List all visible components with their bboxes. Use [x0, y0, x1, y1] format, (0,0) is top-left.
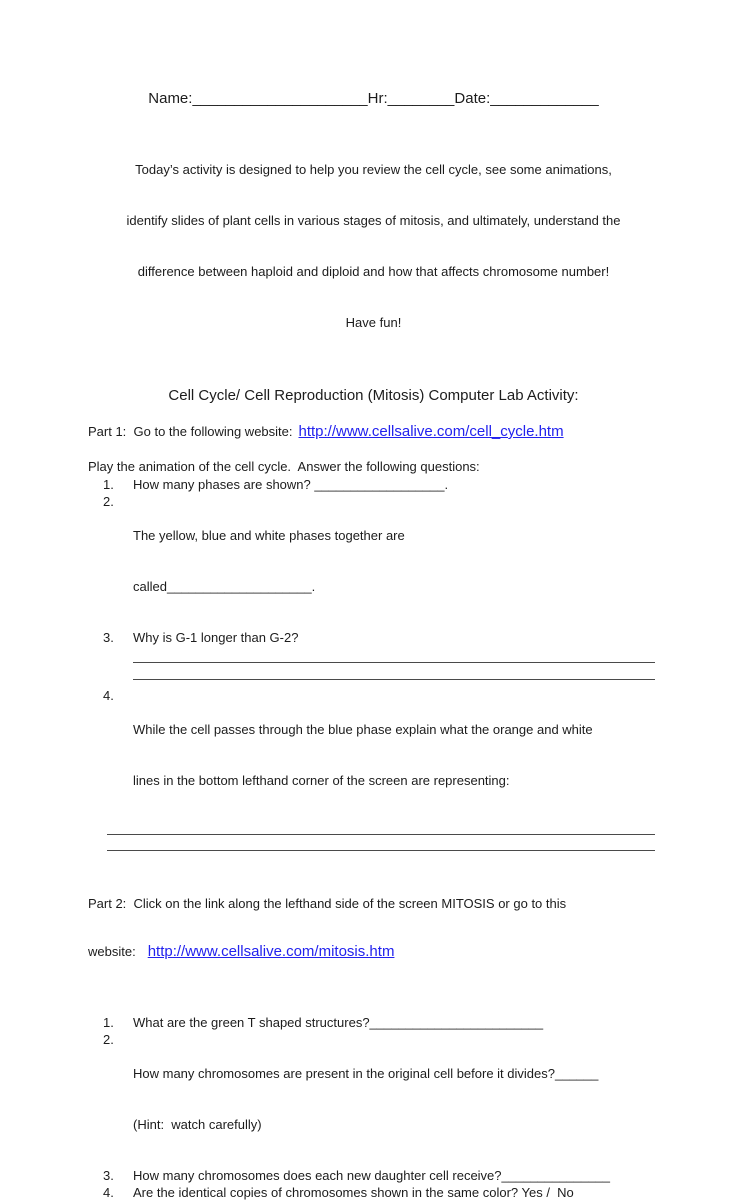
question-item: [88, 476, 659, 493]
answer-line: [107, 834, 655, 835]
question-text: Why is G-1 longer than G-2?: [133, 630, 299, 645]
question-text: What are the green T shaped structures?________________________: [133, 1015, 544, 1030]
question-number: 4.: [103, 1185, 114, 1200]
question-item: [88, 687, 659, 823]
page-title: Cell Cycle/ Cell Reproduction (Mitosis) Computer Lab Activity:: [168, 387, 579, 404]
intro-paragraph: [88, 127, 659, 365]
question-item: [88, 1167, 659, 1184]
document-content: [0, 89, 749, 1201]
part2-heading: [88, 865, 659, 992]
question-line: How many chromosomes are present in the original cell before it divides?______: [133, 1066, 599, 1081]
name-blank: _____________________: [192, 90, 368, 107]
date-blank: _____________: [490, 90, 599, 107]
question-number: 3.: [103, 630, 114, 645]
question-line: lines in the bottom lefthand corner of the screen are representing:: [133, 773, 510, 788]
part1-heading: [88, 422, 659, 442]
question-number: 2.: [103, 1032, 114, 1047]
part2-intro-line: Part 2: Click on the link along the lefthand side of the screen MITOSIS or go to this: [88, 896, 567, 911]
question-line: The yellow, blue and white phases together are: [133, 528, 405, 543]
part1-instructions: Play the animation of the cell cycle. Answer the following questions:: [88, 459, 480, 474]
part1-question-list: [88, 476, 659, 851]
question-item: [88, 493, 659, 629]
intro-line: identify slides of plant cells in various stages of mitosis, and ultimately, understand the: [126, 213, 621, 228]
header-fill-in-line: [88, 89, 659, 108]
intro-line: Have fun!: [345, 315, 402, 330]
question-line: (Hint: watch carefully): [133, 1117, 262, 1132]
date-label: Date:: [454, 90, 491, 107]
question-text: [133, 1031, 598, 1167]
part2-website-line: [88, 942, 659, 962]
question-number: 1.: [103, 477, 114, 492]
question-text: How many phases are shown? __________________.: [133, 477, 449, 492]
part2-question-list: [88, 1014, 659, 1201]
hr-label: Hr:: [367, 90, 388, 107]
cell-cycle-link[interactable]: http://www.cellsalive.com/cell_cycle.htm: [298, 423, 564, 440]
answer-line: [133, 662, 655, 663]
mitosis-link[interactable]: http://www.cellsalive.com/mitosis.htm: [147, 943, 395, 960]
question-line: called____________________.: [133, 579, 316, 594]
question-text: [133, 493, 405, 629]
question-item: [88, 1014, 659, 1031]
answer-line: [107, 850, 655, 851]
website-label: website:: [88, 944, 136, 959]
question-number: 1.: [103, 1015, 114, 1030]
answer-line: [133, 679, 655, 680]
question-number: 3.: [103, 1168, 114, 1183]
part1-label: Part 1: Go to the following website:: [88, 424, 293, 439]
question-text: [133, 687, 593, 823]
question-item: [88, 629, 659, 646]
name-label: Name:: [148, 90, 193, 107]
question-number: 2.: [103, 494, 114, 509]
question-text: Are the identical copies of chromosomes shown in the same color? Yes / No: [133, 1185, 574, 1200]
intro-line: Today’s activity is designed to help you review the cell cycle, see some animations,: [135, 162, 612, 177]
question-item: [88, 1184, 659, 1201]
question-number: 4.: [103, 688, 114, 703]
question-text: How many chromosomes does each new daughter cell receive?_______________: [133, 1168, 610, 1183]
question-line: While the cell passes through the blue phase explain what the orange and white: [133, 722, 593, 737]
intro-line: difference between haploid and diploid and how that affects chromosome number!: [137, 264, 610, 279]
question-item: [88, 1031, 659, 1167]
hr-blank: ________: [387, 90, 455, 107]
